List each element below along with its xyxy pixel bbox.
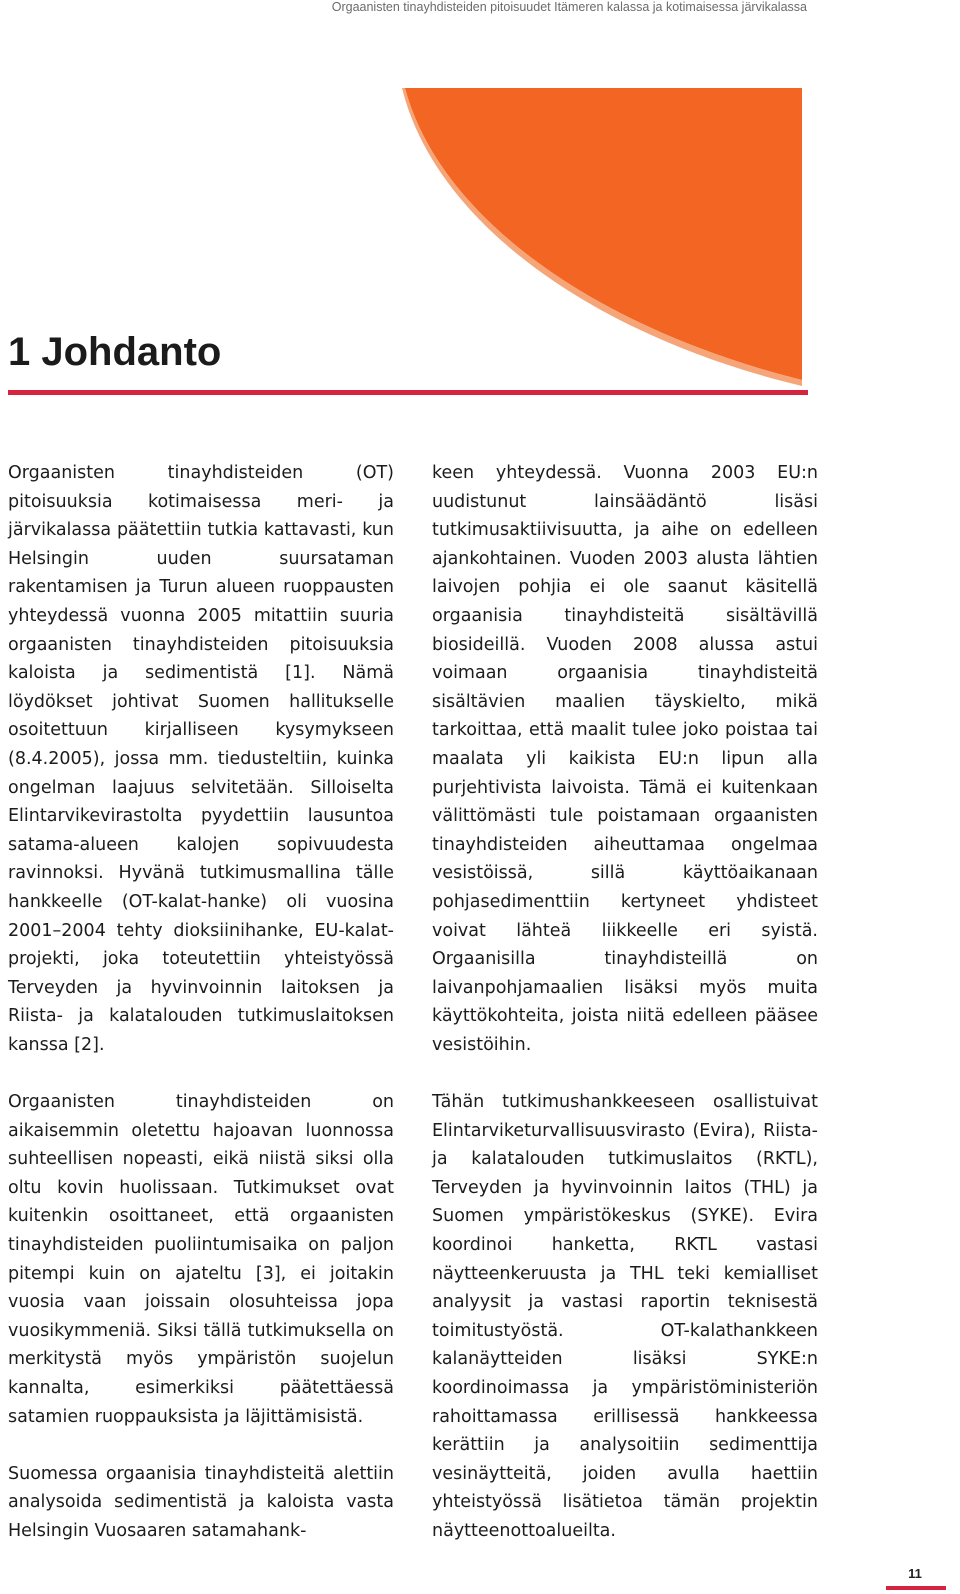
left-column xyxy=(8,459,394,1574)
paragraph: Suomessa orgaanisia tinayhdisteitä alettiin analysoida sedimentistä ja kaloista vasta Helsingin Vuosaaren satamahank- xyxy=(8,1463,394,1541)
right-column xyxy=(432,459,818,1574)
chapter-title: 1 Johdanto xyxy=(8,330,222,374)
title-underline xyxy=(8,390,808,395)
page-number-underline xyxy=(886,1586,946,1590)
paragraph: Tähän tutkimushankkeeseen osallistuivat Elintarviketurvallisuusvirasto (Evira), Riista- ja kalatalouden tutkimuslaitos (RKTL), Terveyden ja hyvinvoinnin laitos (THL) ja Suomen ympäristökeskus (SYKE). Evira koordinoi hanketta, RKTL vastasi näytteenkeruusta ja THL teki kemialliset analyysit ja vastasi raportin teknisestä toimitustyöstä. OT-kalathankkeen kalanäytteiden lisäksi SYKE:n koordinoimassa ja ympäristöministeriön rahoittamassa erillisessä hankkeessa kerättiin ja analysoitiin sedimenttija vesinäytteitä, joiden avulla haettiin yhteistyössä lisätietoa tämän projektin näytteenottoalueilta. xyxy=(432,1092,818,1541)
paragraph: Orgaanisten tinayhdisteiden on aikaisemmin oletettu hajoavan luonnossa suhteellisen nopeasti, eikä niistä siksi olla oltu kovin huolissaan. Tutkimukset ovat kuitenkin osoittaneet, että orgaanisten tinayhdisteiden puoliintumisaika on paljon pitempi kuin on ajateltu [3], ei joitakin vuosia vaan joissain olosuhteissa jopa vuosikymmeniä. Siksi tällä tutkimuksella on merkitystä myös ympäristön suojelun kannalta, esimerkiksi päätettäessä satamien ruoppauksista ja läjittämisistä. xyxy=(8,1092,394,1427)
running-header-text: Orgaanisten tinayhdisteiden pitoisuudet Itämeren kalassa ja kotimaisessa järvikalassa xyxy=(331,0,807,14)
page-number: 11 xyxy=(908,1566,922,1581)
paragraph: Orgaanisten tinayhdisteiden (OT) pitoisuuksia kotimaisessa meri- ja järvikalassa päätettiin tutkia kattavasti, kun Helsingin uuden suursataman rakentamisen ja Turun alueen ruoppausten yhteydessä vuonna 2005 mitattiin suuria orgaanisten tinayhdisteiden pitoisuuksia kaloista ja sedimentistä [1]. Nämä löydökset johtivat Suomen hallitukselle osoitettuun kirjalliseen kysymykseen (8.4.2005), jossa mm. tiedusteltiin, kuinka ongelman laajuus selvitetään. Silloiselta Elintarvikevirastolta pyydettiin lausuntoa satama-alueen kalojen sopivuudesta ravinnoksi. Hyvänä tutkimusmallina tälle hankkeelle (OT-kalat-hanke) oli vuosina 2001–2004 tehty dioksiinihanke, EU-kalat-projekti, joka toteutettiin yhteistyössä Terveyden ja hyvinvoinnin laitoksen ja Riista- ja kalatalouden tutkimuslaitoksen kanssa [2]. xyxy=(8,463,394,1055)
paragraph: keen yhteydessä. Vuonna 2003 EU:n uudistunut lainsäädäntö lisäsi tutkimusaktiivisuutta, ja aihe on edelleen ajankohtainen. Vuoden 2003 alusta lähtien laivojen pohjia ei ole saanut käsitellä orgaanisia tinayhdisteitä sisältävillä biosideillä. Vuoden 2008 alussa astui voimaan orgaanisia tinayhdisteitä sisältävien maalien täyskielto, mikä tarkoittaa, että maalit tulee joko poistaa tai maalata yli kaikista EU:n lipun alla purjehtivista laivoista. Tämä ei kuitenkaan välittömästi tule poistamaan orgaanisten tinayhdisteiden aiheuttamaa ongelmaa vesistöissä, sillä käyttöaikanaan pohjasedimenttiin kertyneet yhdisteet voivat lähteä liikkeelle eri syistä. Orgaanisilla tinayhdisteillä on laivanpohjamaalien lisäksi myös muita käyttökohteita, joista niitä edelleen pääsee vesistöihin. xyxy=(432,463,818,1055)
orange-quarter-shape xyxy=(405,88,802,380)
